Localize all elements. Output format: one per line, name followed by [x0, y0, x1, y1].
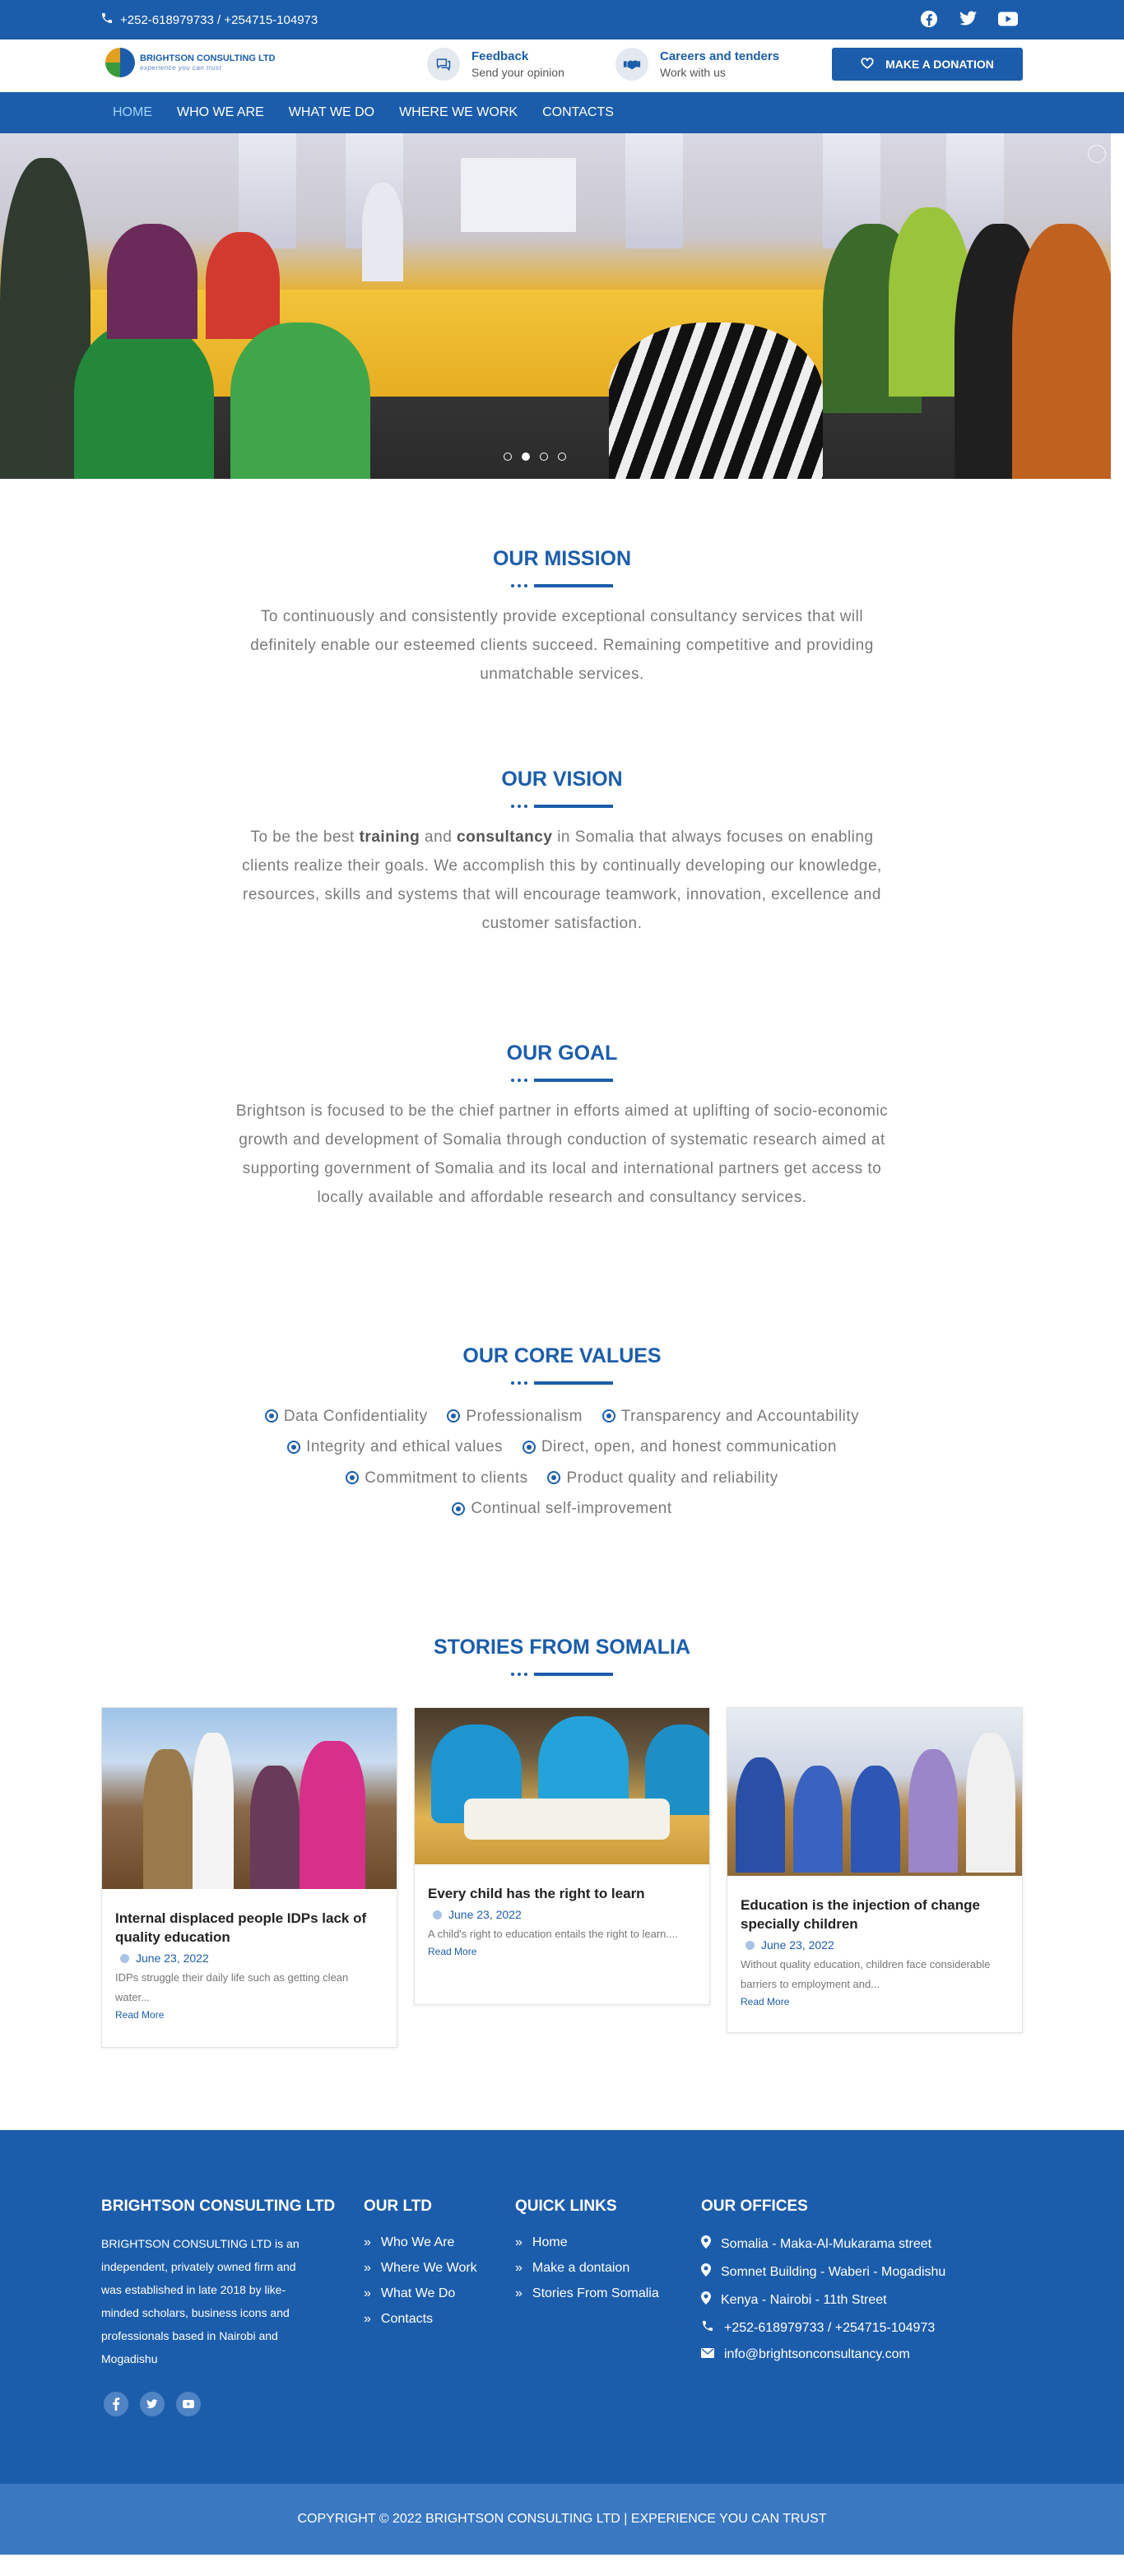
story-card[interactable]: [414, 1707, 710, 2005]
stories-section: [0, 1636, 1124, 1676]
core-value-label: Commitment to clients: [365, 1469, 528, 1487]
main-nav: [0, 92, 1124, 133]
map-pin-icon: [701, 2263, 711, 2281]
bullet-circle-icon: [287, 1441, 300, 1454]
footer-link-where-we-work[interactable]: [364, 2261, 477, 2276]
footer-link-contacts[interactable]: [364, 2312, 477, 2327]
top-phone[interactable]: [100, 12, 318, 28]
core-values-list: [233, 1399, 891, 1523]
mission-title: OUR MISSION: [492, 547, 632, 570]
footer-link-label: Stories From Somalia: [532, 2286, 659, 2300]
office-text: Kenya - Nairobi - 11th Street: [721, 2292, 887, 2307]
double-chevron-right-icon: »: [515, 2286, 523, 2300]
envelope-icon: [701, 2347, 714, 2362]
goal-text: Brightson is focused to be the chief partner in efforts aimed at uplifting of socio-economic growth and development of Somalia through conduction of systematic research aimed at supporting government of Somalia and its local and international partners get access to locally available and affordable research and consultancy services.: [235, 1102, 889, 1206]
nav-who-we-are[interactable]: WHO WE ARE: [177, 105, 264, 119]
footer-offices-title: OUR OFFICES: [701, 2198, 808, 2215]
bullet-circle-icon: [523, 1441, 536, 1454]
twitter-icon[interactable]: [140, 2392, 165, 2416]
twitter-icon[interactable]: [958, 8, 979, 30]
story-excerpt: IDPs struggle their daily life such as getting clean water...: [115, 1971, 349, 2003]
facebook-icon[interactable]: [918, 8, 940, 30]
footer-company-title: BRIGHTSON CONSULTING LTD: [101, 2198, 336, 2215]
nav-where-we-work[interactable]: WHERE WE WORK: [399, 105, 518, 119]
core-value-item: [602, 1402, 859, 1431]
vision-bold-training: training: [359, 828, 420, 846]
footer-our-ltd-title: OUR LTD: [364, 2198, 433, 2215]
story-image: [727, 1708, 1022, 1876]
core-value-label: Transparency and Accountability: [620, 1407, 860, 1425]
hero-window: [239, 133, 296, 248]
story-card[interactable]: [101, 1707, 397, 2048]
site-footer: [0, 2130, 1124, 2484]
feedback-subtitle: Send your opinion: [471, 66, 564, 79]
footer-link-what-we-do[interactable]: [364, 2286, 477, 2301]
careers-title: Careers and tenders: [660, 49, 780, 63]
office-text: Somalia - Maka-Al-Mukarama street: [721, 2236, 932, 2251]
story-date-text: June 23, 2022: [448, 1908, 522, 1921]
core-value-label: Product quality and reliability: [566, 1469, 778, 1487]
goal-section: [0, 1042, 1124, 1212]
nav-what-we-do[interactable]: WHAT WE DO: [288, 105, 375, 119]
calendar-dot-icon: [120, 1954, 129, 1963]
slider-next-icon[interactable]: [1088, 145, 1106, 163]
story-date-text: June 23, 2022: [761, 1938, 834, 1952]
office-email[interactable]: [701, 2347, 945, 2362]
top-bar: [0, 0, 1124, 39]
core-value-label: Continual self-improvement: [471, 1500, 672, 1517]
office-text: +252-618979733 / +254715-104973: [724, 2320, 936, 2335]
footer-about: [101, 2198, 335, 2370]
site-logo[interactable]: [105, 48, 276, 77]
double-chevron-right-icon: »: [515, 2261, 523, 2275]
hero-person: [230, 323, 370, 479]
footer-our-ltd: [364, 2198, 477, 2337]
footer-link-donation[interactable]: [515, 2261, 659, 2276]
top-phone-text: +252-618979733 / +254715-104973: [120, 12, 318, 27]
hero-projector-screen: [461, 158, 576, 232]
footer-offices: [701, 2198, 945, 2373]
mission-text: To continuously and consistently provide exceptional consultancy services that will definitely enable our esteemed clients succeed. Remaining competitive and providing unmatchable services.: [250, 608, 874, 683]
double-chevron-right-icon: »: [515, 2235, 523, 2249]
slider-dot[interactable]: [522, 453, 530, 461]
core-value-item: [265, 1402, 428, 1431]
office-phone[interactable]: [701, 2319, 945, 2337]
office-address: [701, 2263, 945, 2281]
slider-dot[interactable]: [504, 453, 512, 461]
vision-section: [0, 768, 1124, 938]
donate-label: MAKE A DONATION: [885, 58, 994, 71]
calendar-dot-icon: [745, 1941, 755, 1950]
facebook-icon[interactable]: [104, 2392, 128, 2416]
map-pin-icon: [701, 2235, 711, 2253]
section-divider: [0, 1381, 1124, 1385]
vision-bold-consultancy: consultancy: [457, 828, 553, 846]
story-title[interactable]: Education is the injection of change specially children: [741, 1897, 980, 1932]
feedback-link[interactable]: [427, 48, 564, 81]
vision-text: [233, 823, 891, 938]
core-value-label: Data Confidentiality: [283, 1407, 428, 1425]
logo-text: BRIGHTSON CONSULTING LTD: [140, 53, 276, 64]
section-divider: [0, 584, 1124, 587]
footer-link-label: Make a dontaion: [532, 2261, 630, 2275]
vision-title: OUR VISION: [501, 768, 623, 791]
story-date: [428, 1908, 696, 1921]
double-chevron-right-icon: »: [364, 2235, 371, 2249]
map-pin-icon: [701, 2291, 711, 2309]
heart-icon: [861, 58, 874, 72]
footer-link-label: Home: [532, 2235, 568, 2249]
bullet-circle-icon: [547, 1471, 560, 1484]
calendar-dot-icon: [433, 1910, 442, 1919]
phone-icon: [701, 2319, 714, 2337]
hero-window: [625, 133, 683, 248]
core-value-item: [547, 1464, 778, 1492]
core-value-item: [523, 1432, 837, 1461]
office-text: info@brightsonconsultancy.com: [724, 2347, 910, 2361]
footer-link-home[interactable]: [515, 2235, 659, 2250]
story-image: [415, 1708, 709, 1864]
slider-dot[interactable]: [558, 453, 566, 461]
copyright-bar: [0, 2484, 1124, 2555]
core-value-item: [452, 1494, 671, 1523]
story-title[interactable]: Internal displaced people IDPs lack of quality education: [115, 1910, 367, 1945]
vision-text-b: and: [420, 828, 457, 846]
footer-about-text: BRIGHTSON CONSULTING LTD is an independent, privately owned firm and was established in late 2018 by like-minded scholars, business icons and professionals based in Nairobi and Mogadishu: [101, 2237, 300, 2365]
footer-link-label: Who We Are: [380, 2235, 455, 2249]
hero-person: [362, 183, 403, 281]
story-date-text: June 23, 2022: [136, 1952, 209, 1965]
core-values-title: OUR CORE VALUES: [462, 1344, 662, 1367]
site-header: [0, 39, 1124, 92]
core-values-section: [0, 1344, 1124, 1523]
footer-quick-links-title: QUICK LINKS: [515, 2198, 617, 2215]
phone-icon: [100, 12, 114, 28]
slider-dots: [504, 453, 566, 461]
vision-text-c: in Somalia that always focuses on enabling clients realize their goals. We accomplish this by continually developing our knowledge, resources, skills and systems that will encourage teamwork, innovation, excellence and customer satisfaction.: [242, 828, 882, 932]
hero-person: [107, 224, 197, 339]
read-more-link[interactable]: Read More: [741, 1996, 790, 2007]
vision-text-a: To be the best: [250, 828, 360, 846]
story-date: [741, 1938, 1009, 1952]
stories-title: STORIES FROM SOMALIA: [433, 1636, 691, 1659]
section-divider: [0, 805, 1124, 808]
office-text: Somnet Building - Waberi - Mogadishu: [721, 2264, 946, 2279]
youtube-icon[interactable]: [997, 8, 1019, 30]
nav-contacts[interactable]: CONTACTS: [542, 105, 614, 119]
core-value-item: [287, 1432, 503, 1461]
section-divider: [0, 1079, 1124, 1082]
youtube-icon[interactable]: [176, 2392, 201, 2416]
hero-person: [206, 232, 280, 339]
nav-home[interactable]: HOME: [113, 105, 152, 119]
story-date: [115, 1952, 383, 1965]
logo-mark: [105, 48, 135, 77]
story-excerpt: Without quality education, children face considerable barriers to employment and...: [741, 1958, 991, 1990]
handshake-icon: [615, 48, 648, 81]
story-card[interactable]: [727, 1707, 1023, 2033]
double-chevron-right-icon: »: [364, 2312, 371, 2326]
make-donation-button[interactable]: [832, 48, 1023, 81]
slider-dot[interactable]: [540, 453, 548, 461]
bullet-circle-icon: [265, 1409, 278, 1423]
office-address: [701, 2235, 945, 2253]
hero-person: [74, 323, 214, 479]
story-image: [102, 1708, 397, 1889]
footer-link-who-we-are[interactable]: [364, 2235, 477, 2250]
hero-person: [1012, 224, 1111, 479]
core-value-label: Professionalism: [466, 1407, 583, 1425]
feedback-title: Feedback: [471, 49, 529, 63]
bullet-circle-icon: [602, 1409, 615, 1423]
bullet-circle-icon: [447, 1409, 460, 1423]
careers-link[interactable]: [615, 48, 779, 81]
core-value-item: [346, 1464, 527, 1492]
footer-link-stories[interactable]: [515, 2286, 659, 2301]
footer-link-label: Where We Work: [380, 2261, 477, 2275]
read-more-link[interactable]: Read More: [428, 1946, 477, 1957]
story-excerpt: A child's right to education entails the right to learn....: [428, 1928, 678, 1940]
core-value-label: Direct, open, and honest communication: [541, 1438, 837, 1455]
story-title[interactable]: Every child has the right to learn: [428, 1886, 645, 1901]
hero-person: [609, 323, 823, 479]
double-chevron-right-icon: »: [364, 2261, 371, 2275]
section-divider: [0, 1673, 1124, 1676]
bullet-circle-icon: [346, 1471, 359, 1484]
footer-quick-links: [515, 2198, 659, 2312]
footer-socials: [104, 2392, 201, 2416]
bullet-circle-icon: [452, 1502, 465, 1515]
core-value-item: [447, 1402, 583, 1431]
footer-link-label: What We Do: [380, 2286, 456, 2300]
double-chevron-right-icon: »: [364, 2286, 371, 2300]
logo-tagline: experience you can trust: [140, 63, 222, 72]
read-more-link[interactable]: Read More: [115, 2009, 165, 2021]
careers-subtitle: Work with us: [660, 66, 726, 79]
hero-slider[interactable]: [0, 133, 1111, 479]
mission-section: [0, 547, 1124, 689]
goal-title: OUR GOAL: [506, 1042, 618, 1065]
copyright-text: COPYRIGHT © 2022 BRIGHTSON CONSULTING LTD | EXPERIENCE YOU CAN TRUST: [297, 2512, 827, 2526]
chat-icon: [427, 48, 460, 81]
footer-link-label: Contacts: [380, 2312, 434, 2326]
office-address: [701, 2291, 945, 2309]
core-value-label: Integrity and ethical values: [306, 1438, 504, 1455]
